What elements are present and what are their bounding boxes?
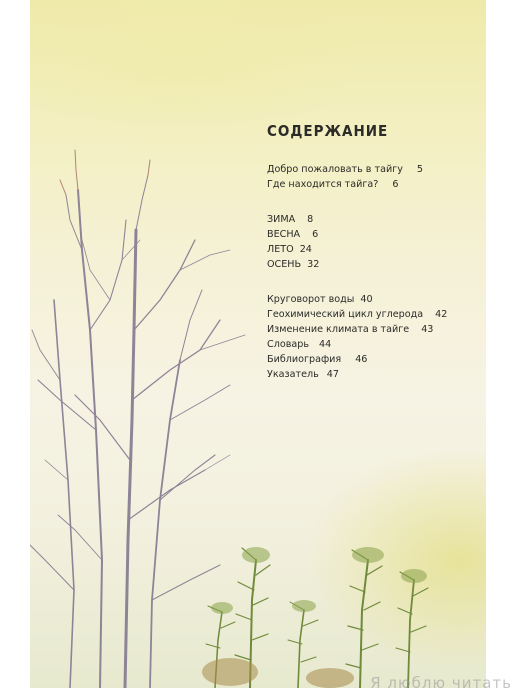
toc-entry-label: Библиография (267, 354, 341, 365)
toc-entry[interactable] (267, 322, 477, 337)
toc-entry[interactable] (267, 352, 477, 367)
toc-entry[interactable] (267, 292, 477, 307)
toc-entry-label: Указатель (267, 369, 319, 380)
table-of-contents (267, 122, 477, 402)
toc-entry-page: 40 (360, 294, 372, 305)
toc-entry-page: 8 (307, 214, 313, 225)
toc-entry-page: 32 (307, 259, 319, 270)
toc-entry-label: ОСЕНЬ (267, 259, 301, 270)
toc-entry-page: 6 (312, 229, 318, 240)
toc-entry-page: 24 (300, 244, 312, 255)
toc-entry[interactable] (267, 242, 477, 257)
toc-entry-label: ЗИМА (267, 214, 295, 225)
toc-entry-page: 5 (417, 164, 423, 175)
toc-intro-group (267, 162, 477, 192)
book-page (30, 0, 486, 688)
toc-entry-label: ЛЕТО (267, 244, 294, 255)
toc-title: СОДЕРЖАНИЕ (267, 122, 477, 140)
toc-topics-group (267, 292, 477, 382)
toc-entry-label: Добро пожаловать в тайгу (267, 164, 403, 175)
brown-shrubs (202, 658, 354, 688)
toc-entry[interactable] (267, 307, 477, 322)
toc-entry-page: 47 (327, 369, 339, 380)
watermark: Я люблю читать (370, 674, 512, 692)
toc-entry[interactable] (267, 212, 477, 227)
toc-entry-page: 43 (421, 324, 433, 335)
toc-entry-label: ВЕСНА (267, 229, 300, 240)
toc-entry-page: 6 (392, 179, 398, 190)
toc-entry-label: Геохимический цикл углерода (267, 309, 423, 320)
toc-entry[interactable] (267, 257, 477, 272)
toc-entry-label: Изменение климата в тайге (267, 324, 409, 335)
toc-entry-label: Круговорот воды (267, 294, 354, 305)
toc-entry-label: Словарь (267, 339, 309, 350)
toc-entry[interactable] (267, 177, 477, 192)
pine-foliage (211, 547, 427, 614)
toc-entry[interactable] (267, 162, 477, 177)
toc-entry[interactable] (267, 367, 477, 382)
reddish-branches (60, 150, 150, 195)
toc-entry-label: Где находится тайга? (267, 179, 378, 190)
toc-entry[interactable] (267, 337, 477, 352)
toc-entry-page: 46 (355, 354, 367, 365)
toc-entry-page: 42 (435, 309, 447, 320)
toc-entry[interactable] (267, 227, 477, 242)
toc-entry-page: 44 (319, 339, 331, 350)
toc-seasons-group (267, 212, 477, 272)
